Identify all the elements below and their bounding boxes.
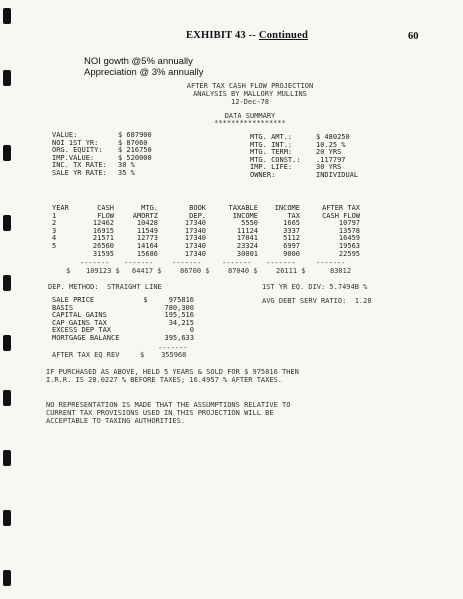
summary-left-values: $ 687900 $ 87060 $ 216750 $ 520000 30 % 35 % xyxy=(118,131,152,177)
report-date: 12-Dec-78 xyxy=(231,98,269,106)
page-number: 60 xyxy=(408,31,419,42)
punch-hole xyxy=(3,8,11,24)
avg-debt-serv-ratio: AVG DEBT SERV RATIO: 1.28 xyxy=(262,297,372,305)
dep-method: DEP. METHOD: STRAIGHT LINE xyxy=(48,283,162,291)
after-tax-eq-rev-label: AFTER TAX EQ REV xyxy=(52,351,120,359)
conclusion-line-1: IF PURCHASED AS ABOVE, HELD 5 YEARS & SOLD FOR $ 975816 THEN xyxy=(46,368,299,376)
conclusion-line-2: I.R.R. IS 20.0227 % BEFORE TAXES; 16.4957 % AFTER TAXES. xyxy=(46,376,283,384)
total-income-tax: 26111 $ xyxy=(276,267,306,275)
total-after-tax-cash-flow: 83012 xyxy=(330,267,352,275)
sale-rule: ------- xyxy=(158,344,188,352)
after-tax-eq-rev-value: $ 355968 xyxy=(140,351,187,359)
disclaimer-line-2: CURRENT TAX PROVISIONS USED IN THIS PROJECTION WILL BE xyxy=(46,409,274,417)
table-rule: ------- xyxy=(124,259,154,267)
exhibit-title: EXHIBIT 43 -- Continued xyxy=(186,30,308,41)
punch-hole xyxy=(3,275,11,291)
report-title: AFTER TAX CASH FLOW PROJECTION xyxy=(186,82,314,90)
total-dollar-sign: $ xyxy=(66,267,71,275)
col-year: YEAR 1 2 3 4 5 xyxy=(52,204,69,250)
punch-hole xyxy=(3,145,11,161)
punch-hole xyxy=(3,570,11,586)
data-summary-heading: DATA SUMMARY xyxy=(224,112,276,120)
total-book-dep: 86700 $ xyxy=(180,267,210,275)
punch-hole xyxy=(3,510,11,526)
col-cash-flow: CASH FLOW 12462 16915 21571 26560 31595 xyxy=(92,204,114,258)
sale-values: $ 975816 780,300 195,516 34,215 0 395,633 xyxy=(143,296,194,342)
table-rule: ------- xyxy=(266,259,296,267)
punch-hole xyxy=(3,390,11,406)
summary-right-values: $ 480250 10.25 % 20 YRS .117797 30 YRS INDIVIDUAL xyxy=(316,133,359,179)
summary-right-labels: MTG. AMT.: MTG. INT.: MTG. TERM: MTG. CONST.: IMP. LIFE: OWNER: xyxy=(250,133,301,179)
col-taxable-income: TAXABLE INCOME 5550 11124 17041 23324 30001 xyxy=(228,204,258,258)
punch-hole xyxy=(3,215,11,231)
binder-edge xyxy=(0,0,16,599)
assumption-appreciation: Appreciation @ 3% annually xyxy=(84,67,204,78)
punch-hole xyxy=(3,335,11,351)
col-book-dep: BOOK DEP. 17340 17340 17340 17340 17340 xyxy=(184,204,206,258)
punch-hole xyxy=(3,70,11,86)
total-mtg-amortz: 64417 $ xyxy=(132,267,162,275)
table-rule: ------- xyxy=(222,259,252,267)
report-subtitle: ANALYSIS BY MALLORY MULLINS xyxy=(193,90,307,98)
total-cash-flow: 109123 $ xyxy=(86,267,120,275)
assumption-noi: NOI gowth @5% annually xyxy=(84,56,193,67)
table-rule: ------- xyxy=(172,259,202,267)
disclaimer-line-1: NO REPRESENTATION IS MADE THAT THE ASSUMPTIONS RELATIVE TO xyxy=(46,401,291,409)
summary-left-labels: VALUE: NOI 1ST YR: ORG. EQUITY: IMP.VALUE: INC. TX RATE: SALE YR RATE: xyxy=(52,131,107,177)
table-rule: ------- xyxy=(80,259,110,267)
col-income-tax: INCOME TAX 1665 3337 5112 6997 9000 xyxy=(274,204,300,258)
total-taxable-income: 87040 $ xyxy=(228,267,258,275)
disclaimer-line-3: ACCEPTABLE TO TAXING AUTHORITIES. xyxy=(46,417,186,425)
table-rule: ------- xyxy=(316,259,346,267)
col-after-tax-cash-flow: AFTER TAX CASH FLOW 10797 13578 16459 19563 22595 xyxy=(322,204,360,258)
continued-label: Continued xyxy=(258,30,308,41)
first-year-eq-div: 1ST YR EQ. DIV: 5.7494B % xyxy=(262,283,368,291)
data-summary-rule: ***************** xyxy=(214,119,286,127)
sale-labels: SALE PRICE BASIS CAPITAL GAINS CAP GAINS TAX EXCESS DEP TAX MORTGAGE BALANCE xyxy=(52,296,120,342)
col-mtg-amortz: MTG. AMORTZ 10428 11549 12773 14164 15686 xyxy=(132,204,158,258)
punch-hole xyxy=(3,450,11,466)
